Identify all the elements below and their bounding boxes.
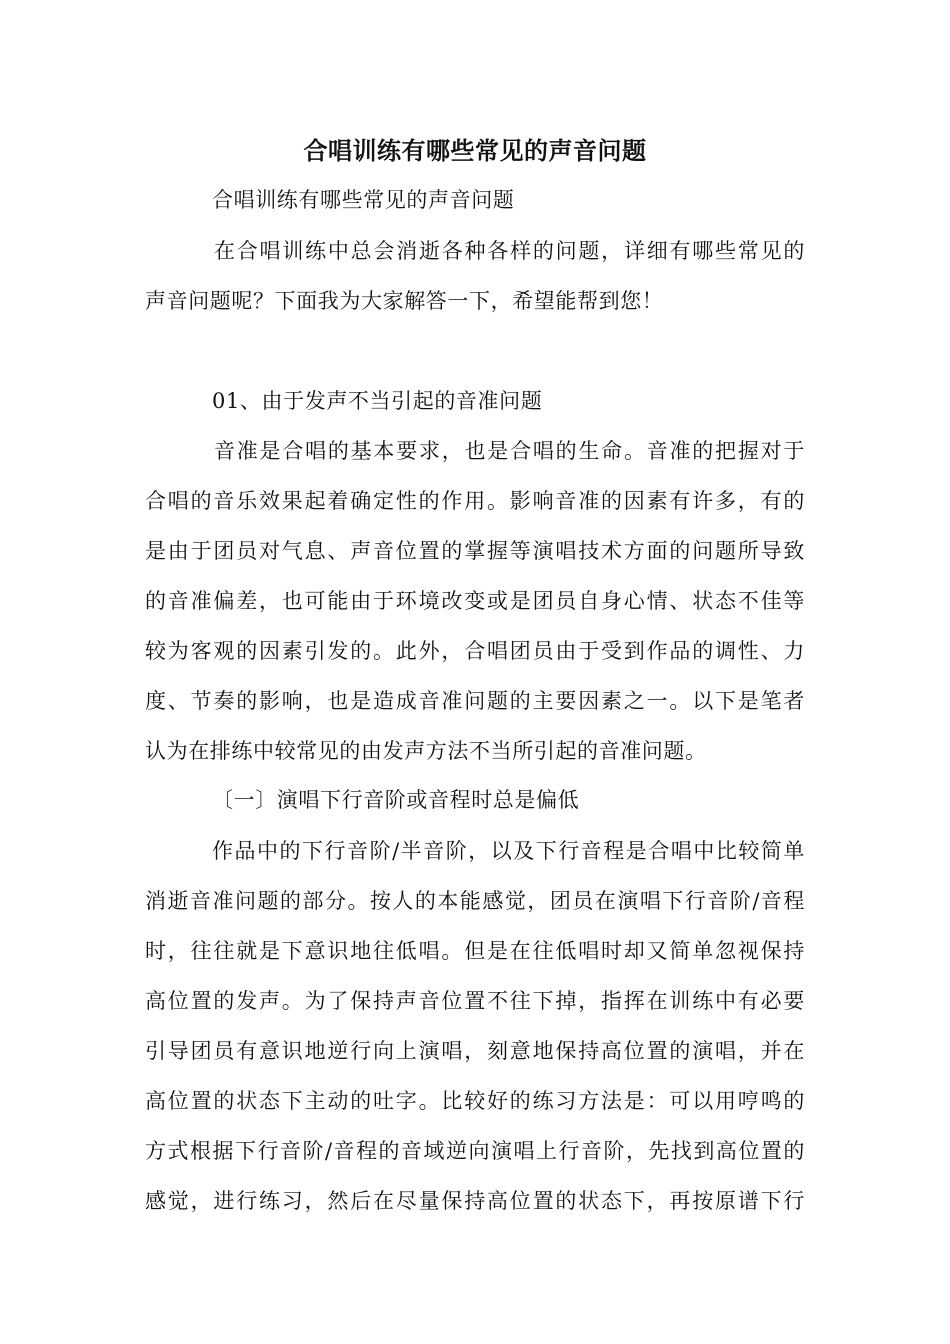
document-title: 合唱训练有哪些常见的声音问题 xyxy=(303,137,647,165)
paragraph-line: 感觉，进行练习，然后在尽量保持高位置的状态下，再按原谱下行 xyxy=(145,1189,805,1213)
paragraph-line: 音准是合唱的基本要求，也是合唱的生命。音准的把握对于 xyxy=(214,439,805,463)
paragraph-line: 较为客观的因素引发的。此外，合唱团员由于受到作品的调性、力 xyxy=(145,639,805,663)
paragraph-line: 作品中的下行音阶/半音阶，以及下行音程是合唱中比较简单 xyxy=(212,839,805,863)
subsection-heading: 〔一〕演唱下行音阶或音程时总是偏低 xyxy=(212,788,580,812)
section-heading: 01、由于发声不当引起的音准问题 xyxy=(212,389,543,413)
paragraph-line: 在合唱训练中总会消逝各种各样的问题，详细有哪些常见的 xyxy=(214,239,805,263)
paragraph-line: 合唱的音乐效果起着确定性的作用。影响音准的因素有许多，有的 xyxy=(145,489,805,513)
paragraph-line: 高位置的状态下主动的吐字。比较好的练习方法是：可以用哼鸣的 xyxy=(145,1089,805,1113)
paragraph-line: 引导团员有意识地逆行向上演唱，刻意地保持高位置的演唱，并在 xyxy=(145,1039,805,1063)
subtitle-line: 合唱训练有哪些常见的声音问题 xyxy=(212,188,515,212)
paragraph-line: 方式根据下行音阶/音程的音域逆向演唱上行音阶，先找到高位置的 xyxy=(145,1139,805,1163)
paragraph-line: 高位置的发声。为了保持声音位置不往下掉，指挥在训练中有必要 xyxy=(145,989,805,1013)
paragraph-line: 是由于团员对气息、声音位置的掌握等演唱技术方面的问题所导致 xyxy=(145,539,805,563)
paragraph-line: 消逝音准问题的部分。按人的本能感觉，团员在演唱下行音阶/音程 xyxy=(145,889,805,913)
paragraph-line: 的音准偏差，也可能由于环境改变或是团员自身心情、状态不佳等 xyxy=(145,589,805,613)
paragraph-line: 声音问题呢？下面我为大家解答一下，希望能帮到您！ xyxy=(145,289,664,313)
paragraph-line: 认为在排练中较常见的由发声方法不当所引起的音准问题。 xyxy=(145,739,707,763)
paragraph-line: 度、节奏的影响，也是造成音准问题的主要因素之一。以下是笔者 xyxy=(145,689,805,713)
paragraph-line: 时，往往就是下意识地往低唱。但是在往低唱时却又简单忽视保持 xyxy=(145,939,805,963)
